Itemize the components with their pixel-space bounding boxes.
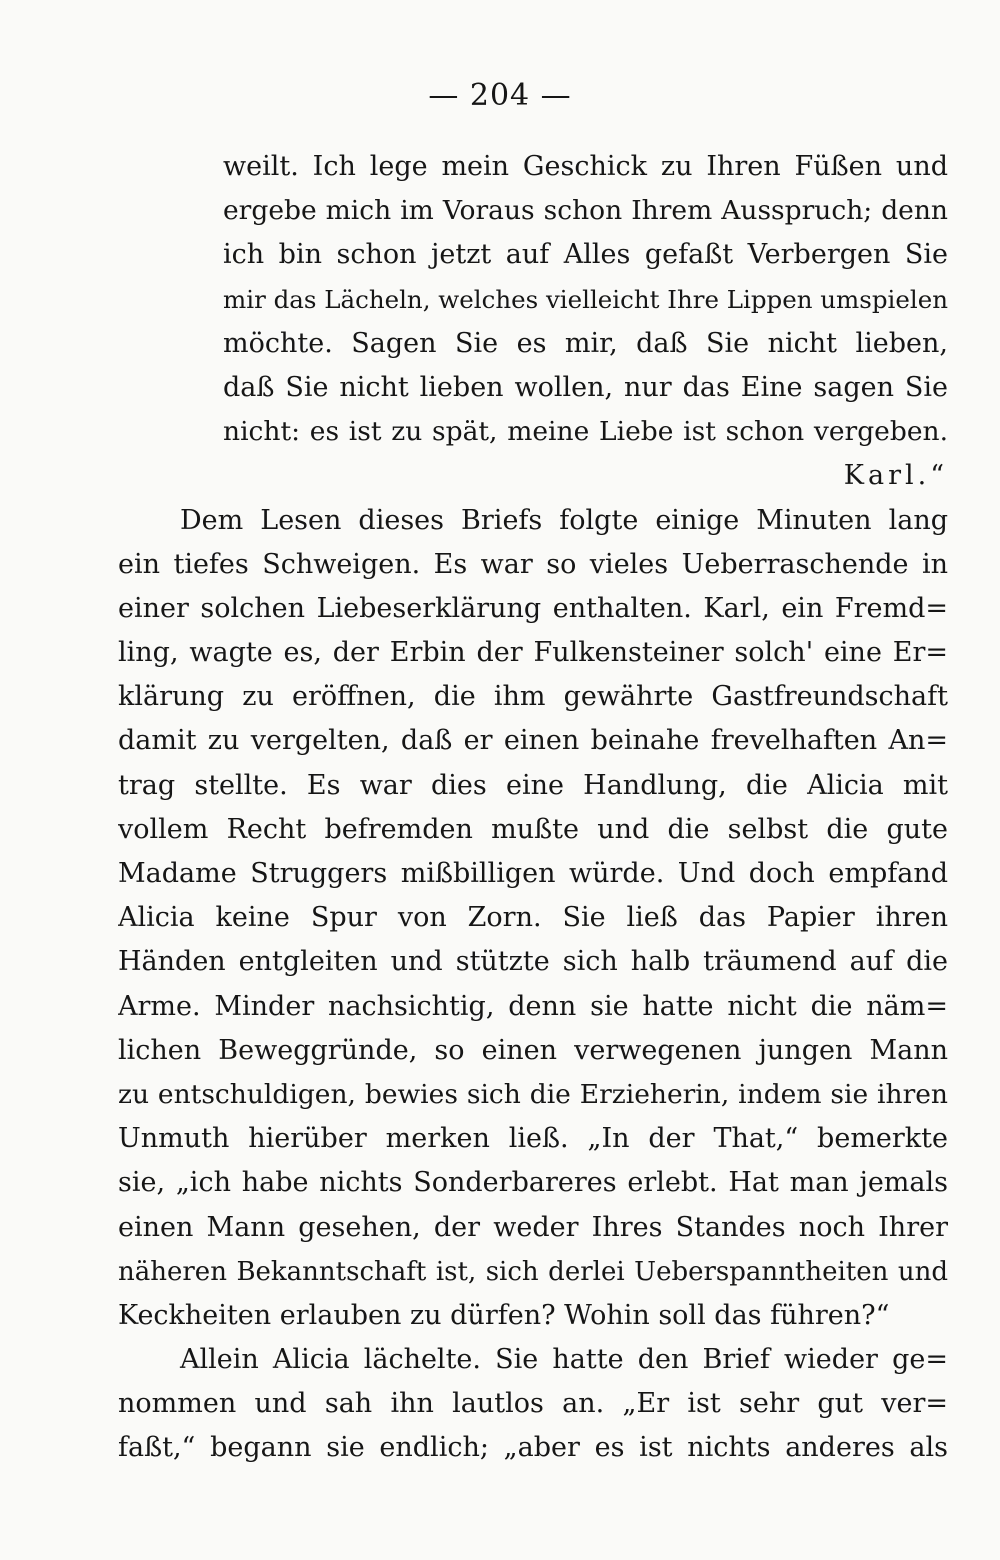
text-line: Unmuth hierüber merken ließ. „In der That,“ bemerkte [118,1123,948,1155]
text-line: klärung zu eröffnen, die ihm gewährte Gastfreundschaft [118,681,948,713]
text-line: trag stellte. Es war dies eine Handlung, die Alicia mit [118,769,948,801]
text-line: sie, „ich habe nichts Sonderbareres erlebt. Hat man jemals [118,1167,948,1199]
text-line: weilt. Ich lege mein Geschick zu Ihren Füßen und [223,151,948,182]
body-text [118,145,948,1471]
letter-signature: Karl.“ [843,460,948,492]
paragraph-start-line: Allein Alicia lächelte. Sie hatte den Brief wieder ge= [180,1344,948,1376]
paragraph-end-line: Keckheiten erlauben zu dürfen? Wohin soll das führen?“ [118,1299,890,1331]
text-line: mir das Lächeln, welches vielleicht Ihre Lippen umspielen [223,284,948,314]
paragraph-start-line: Dem Lesen dieses Briefs folgte einige Minuten lang [180,504,948,536]
text-line: Händen entgleiten und stützte sich halb träumend auf die [118,946,948,978]
text-line: damit zu vergelten, daß er einen beinahe frevelhaften An= [118,725,948,757]
text-line: nommen und sah ihn lautlos an. „Er ist sehr gut ver= [118,1388,948,1420]
text-line: Arme. Minder nachsichtig, denn sie hatte nicht die näm= [118,990,948,1022]
text-line: Madame Struggers mißbilligen würde. Und doch empfand [118,858,948,889]
text-line: zu entschuldigen, bewies sich die Erzieherin, indem sie ihren [118,1078,948,1110]
text-line: lichen Beweggründe, so einen verwegenen jungen Mann [118,1034,948,1066]
text-line: vollem Recht befremden mußte und die selbst die gute [118,813,948,845]
text-line: ergebe mich im Voraus schon Ihrem Ausspruch; denn [223,195,948,227]
text-line: ein tiefes Schweigen. Es war so vieles Ueberraschende in [118,548,948,580]
text-line: einen Mann gesehen, der weder Ihres Standes noch Ihrer [118,1211,948,1243]
text-line: Alicia keine Spur von Zorn. Sie ließ das Papier ihren [118,902,948,934]
text-line: näheren Bekanntschaft ist, sich derlei Ueberspanntheiten und [118,1256,948,1287]
text-line: nicht: es ist zu spät, meine Liebe ist schon vergeben. [223,416,948,448]
text-line: möchte. Sagen Sie es mir, daß Sie nicht lieben, [223,327,948,359]
text-line: einer solchen Liebeserklärung enthalten. Karl, ein Fremd= [118,592,948,624]
text-line: ich bin schon jetzt auf Alles gefaßt Verbergen Sie [223,239,948,271]
text-line: daß Sie nicht lieben wollen, nur das Eine sagen Sie [223,371,948,403]
page-number: — 204 — [428,78,572,113]
text-line: ling, wagte es, der Erbin der Fulkensteiner solch' eine Er= [118,637,948,669]
text-line: faßt,“ begann sie endlich; „aber es ist nichts anderes als [118,1432,948,1464]
